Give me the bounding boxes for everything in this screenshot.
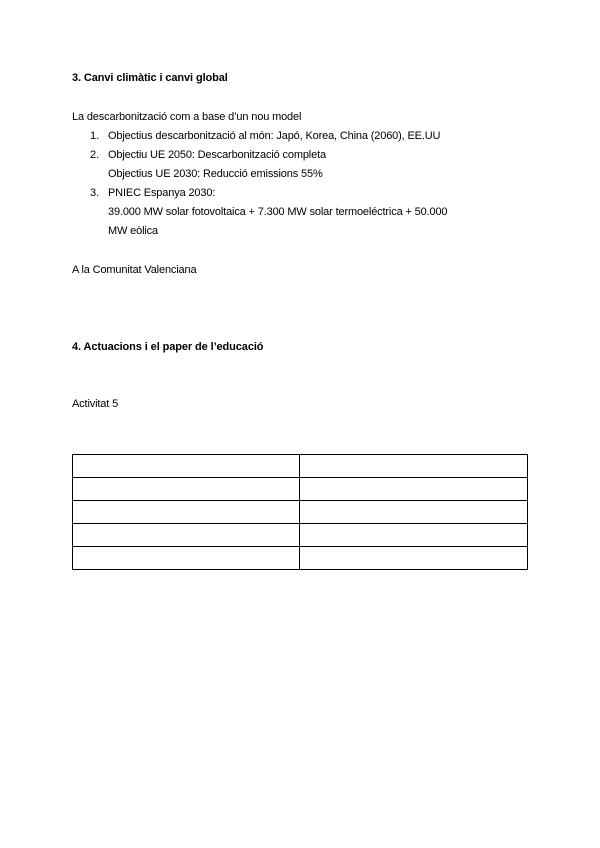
list-item-line: Objectius UE 2030: Reducció emissions 55% — [108, 168, 323, 180]
table-cell[interactable] — [300, 524, 528, 547]
table-row — [73, 547, 528, 570]
table-cell[interactable] — [73, 524, 300, 547]
table-cell[interactable] — [73, 501, 300, 524]
table-cell[interactable] — [73, 455, 300, 478]
list-item-line: Objectiu UE 2050: Descarbonització completa — [108, 149, 326, 161]
table-cell[interactable] — [300, 547, 528, 570]
activity-table — [72, 454, 528, 570]
table-row — [73, 478, 528, 501]
table-cell[interactable] — [300, 478, 528, 501]
table-cell[interactable] — [300, 455, 528, 478]
table-row — [73, 524, 528, 547]
table-row — [73, 501, 528, 524]
list-item-number: 2. — [90, 149, 100, 161]
list-item-line: Objectius descarbonització al món: Japó, Korea, China (2060), EE.UU — [108, 130, 441, 142]
table-cell[interactable] — [73, 547, 300, 570]
list-item-number: 1. — [90, 130, 100, 142]
section-3-intro: La descarbonització com a base d’un nou model — [72, 111, 302, 123]
table-cell[interactable] — [73, 478, 300, 501]
list-item-line: MW eòlica — [108, 225, 158, 237]
table-row — [73, 455, 528, 478]
activity-label: Activitat 5 — [72, 398, 119, 410]
table-cell[interactable] — [300, 501, 528, 524]
region-text: A la Comunitat Valenciana — [72, 264, 197, 276]
section-3-title: 3. Canvi climàtic i canvi global — [72, 72, 228, 84]
list-item-line: 39.000 MW solar fotovoltaica + 7.300 MW solar termoeléctrica + 50.000 — [108, 206, 448, 218]
list-item-line: PNIEC Espanya 2030: — [108, 187, 216, 199]
section-4-title: 4. Actuacions i el paper de l’educació — [72, 341, 264, 353]
list-item-number: 3. — [90, 187, 100, 199]
